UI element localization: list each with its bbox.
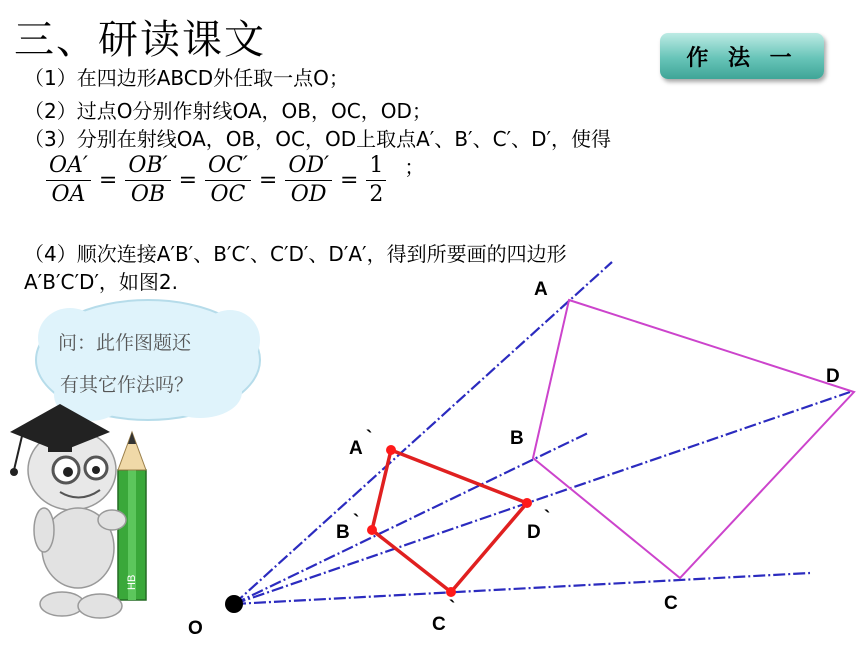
label-a-prime-mark: ` [366, 428, 373, 449]
fraction-numerator: OB′ [125, 152, 170, 181]
rays [234, 262, 850, 604]
label-d-prime: D [527, 522, 541, 543]
fraction-numerator: OC′ [205, 152, 251, 181]
label-d-prime-mark: ` [544, 508, 551, 529]
ray-oc [234, 573, 810, 604]
bubble-question-line-1: 问：此作图题还 [58, 332, 192, 354]
equals-sign: = [339, 168, 359, 193]
label-o: O [188, 618, 203, 639]
label-a: A [534, 279, 548, 300]
fraction-denominator: OC [210, 182, 246, 207]
ray-oa [234, 262, 612, 604]
label-b-prime: B [336, 522, 350, 543]
fraction-denominator: 2 [369, 182, 384, 207]
fraction-numerator: 1 [366, 152, 386, 181]
label-c-prime-mark: ` [449, 598, 456, 619]
fraction-denominator: OD [290, 182, 327, 207]
label-a-prime: A [349, 438, 363, 459]
step-4: （4）顺次连接A′B′、B′C′、C′D′、D′A′，得到所要画的四边形 [24, 242, 567, 266]
fraction-denominator: OB [130, 182, 166, 207]
pencil-label: HB [126, 574, 138, 590]
formula-tail: ； [404, 155, 425, 179]
fraction-numerator: OA′ [46, 152, 91, 181]
vertex-c-prime [446, 587, 456, 597]
equals-sign: = [98, 168, 118, 193]
step-2: （2）过点O分别作射线OA，OB，OC，OD； [24, 99, 432, 123]
step-1: （1）在四边形ABCD外任取一点O； [24, 66, 349, 90]
scholar-cartoon [10, 404, 146, 618]
quadrilateral-abcd [533, 300, 854, 578]
quadrilateral-a-prime-b-prime-c-prime-d-prime [372, 450, 527, 592]
vertex-d-prime [522, 498, 532, 508]
label-b-prime-mark: ` [353, 512, 360, 533]
fraction-numerator: OD′ [285, 152, 332, 181]
label-d: D [826, 366, 840, 387]
equals-sign: = [178, 168, 197, 193]
fraction-denominator: OA [51, 182, 86, 207]
vertex-b-prime [367, 525, 377, 535]
bubble-question-line-2: 有其它作法吗？ [60, 374, 194, 396]
label-c-prime: C [432, 614, 446, 635]
label-c: C [664, 593, 678, 614]
center-point-o [225, 595, 243, 613]
equals-sign: = [258, 168, 278, 193]
label-b: B [510, 428, 524, 449]
step-3: （3）分别在射线OA，OB，OC，OD上取点A′、B′、C′、D′，使得 [24, 127, 612, 151]
page-title: 三、研读课文 [14, 17, 266, 63]
step-4-continued: A′B′C′D′，如图2. [24, 270, 179, 294]
ray-od [234, 392, 850, 604]
method-badge[interactable]: 作 法 一 [660, 33, 824, 79]
vertex-a-prime [386, 445, 396, 455]
